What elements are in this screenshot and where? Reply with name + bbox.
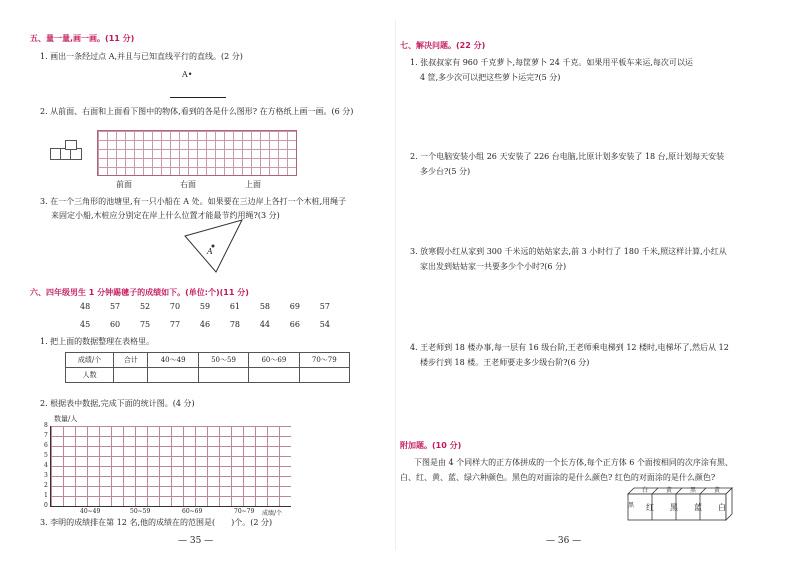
y-tick: 3	[44, 472, 48, 479]
score: 59	[199, 302, 211, 311]
page-number-left: — 35 —	[178, 536, 214, 546]
cube-front-face: 蓝	[694, 503, 702, 512]
tally-table	[65, 352, 350, 383]
score: 54	[319, 320, 330, 329]
question-6-3: 3. 李明的成绩排在第 12 名,他的成绩在的范围是( )个。(2 分)	[40, 518, 273, 527]
cube-top-face: 白	[642, 487, 649, 494]
question-7-4-line1: 4. 王老师到 18 楼办事,每一层有 16 级台阶,王老师乘电梯到 12 楼时,电梯坏了,然后从 12	[410, 343, 729, 352]
table-header-cell: 50～59	[198, 353, 248, 368]
table-header-cell: 70～79	[299, 353, 349, 368]
cube-front-face: 红	[646, 503, 654, 512]
y-tick: 1	[44, 492, 48, 499]
score: 57	[109, 302, 121, 311]
question-7-2-line2: 多少台?(5 分)	[420, 167, 471, 176]
x-tick: 70~79	[234, 508, 255, 515]
table-cell[interactable]	[198, 368, 248, 383]
score: 69	[289, 302, 300, 311]
view-label-right: 右面	[180, 180, 196, 189]
y-tick: 8	[44, 422, 48, 429]
cube-front-face: 黑	[670, 503, 678, 512]
question-5-2: 2. 从前面、右面和上面看下图中的物体,看到的各是什么图形? 在方格纸上画一画。(6 分)	[40, 107, 354, 116]
table-cell[interactable]	[148, 368, 198, 383]
view-label-front: 前面	[116, 180, 132, 189]
table-cell[interactable]	[299, 368, 349, 383]
question-7-4-line2: 楼步行到 18 楼。王老师要走多少级台阶?(6 分)	[420, 358, 590, 367]
score: 78	[229, 320, 241, 329]
question-6-2: 2. 根据表中数据,完成下面的统计图。(4 分)	[40, 399, 195, 408]
question-7-1-line1: 1. 张叔叔家有 960 千克萝卜,每筐萝卜 24 千克。如果用平板车来运,每次可以运	[410, 58, 693, 67]
question-7-3-line2: 家出发到姑姑家一共要多少个小时?(6 分)	[420, 262, 567, 271]
score: 44	[259, 320, 270, 329]
score: 45	[80, 320, 91, 329]
score: 60	[109, 320, 121, 329]
score: 77	[169, 320, 181, 329]
score: 57	[319, 302, 330, 311]
score: 52	[139, 302, 151, 311]
triangle-pond	[180, 218, 250, 274]
y-tick: 0	[44, 502, 48, 509]
x-tick: 50~59	[130, 508, 151, 515]
section-5-title: 五、量一量,画一画。(11 分)	[30, 34, 135, 43]
question-5-3-line1: 3. 在一个三角形的池塘里,有一只小船在 A 处。如果要在三边岸上各打一个木桩,用绳子	[40, 197, 347, 206]
page-divider	[395, 20, 396, 550]
scores-row-1	[80, 300, 330, 314]
cube-top-face: 黑	[690, 487, 697, 494]
bonus-section-title: 附加题。(10 分)	[400, 441, 462, 450]
table-header-cell: 60～69	[249, 353, 299, 368]
score: 48	[80, 302, 91, 311]
page-number-right: — 36 —	[546, 536, 582, 546]
score: 66	[289, 320, 300, 329]
drawing-grid[interactable]	[97, 130, 297, 176]
y-tick: 2	[44, 482, 48, 489]
table-row-label: 人数	[66, 368, 114, 383]
point-a2-label: A	[207, 247, 213, 256]
cube-figure	[65, 140, 77, 150]
score: 46	[199, 320, 211, 329]
bonus-question-line2: 白、红、黄、蓝、绿六种颜色。黑色的对面涂的是什么颜色? 红色的对面涂的是什么颜色?	[400, 473, 716, 482]
cube-side-face: 黑	[628, 502, 635, 509]
section-7-title: 七、解决问题。(22 分)	[400, 41, 486, 50]
table-header-cell: 40～49	[148, 353, 198, 368]
question-5-3-line2: 来固定小船,木桩应分别定在岸上什么位置才能最节约用绳?(3 分)	[51, 211, 280, 220]
given-line	[170, 97, 226, 98]
statistics-chart-grid[interactable]	[50, 426, 291, 507]
table-header-cell: 合计	[114, 353, 148, 368]
y-tick: 6	[44, 442, 48, 449]
x-tick: 60~69	[182, 508, 203, 515]
scores-row-2	[80, 318, 330, 332]
y-tick: 4	[44, 462, 48, 469]
table-cell[interactable]	[249, 368, 299, 383]
table-cell[interactable]	[114, 368, 148, 383]
question-5-1: 1. 画出一条经过点 A,并且与已知直线平行的直线。(2 分)	[40, 52, 243, 61]
y-axis-label: 数量/人	[54, 415, 78, 423]
question-6-1: 1. 把上面的数据整理在表格里。	[40, 337, 155, 346]
score: 61	[229, 302, 241, 311]
question-7-1-line2: 4 筐,多少次可以把这些萝卜运完?(5 分)	[420, 73, 561, 82]
y-tick: 7	[44, 432, 48, 439]
score: 58	[259, 302, 270, 311]
question-7-3-line1: 3. 放寒假小红从家到 300 千米远的姑姑家去,前 3 小时行了 180 千米,照这样计算,小红从	[410, 247, 727, 256]
view-label-top: 上面	[245, 180, 261, 189]
cube-front-face: 白	[718, 503, 726, 512]
cube-top-face: 黄	[666, 487, 673, 494]
question-7-2-line1: 2. 一个电脑安装小组 26 天安装了 226 台电脑,比原计划多安装了 18 台,原计划每天安装	[410, 152, 725, 161]
bonus-question-line1: 下图是由 4 个同样大的正方体拼成的一个长方体,每个正方体 6 个面按相同的次序涂有黑、	[414, 458, 733, 467]
cube-top-face: 黄	[714, 487, 721, 494]
score: 75	[139, 320, 151, 329]
point-a-label: A•	[182, 70, 193, 79]
table-header-cell: 成绩/个	[66, 353, 114, 368]
section-6-title: 六、四年级男生 1 分钟踢毽子的成绩如下。(单位:个)(11 分)	[30, 288, 249, 297]
x-tick: 40~49	[80, 508, 101, 515]
x-axis-label: 成绩/个	[262, 510, 283, 517]
y-tick: 5	[44, 452, 48, 459]
score: 70	[169, 302, 181, 311]
